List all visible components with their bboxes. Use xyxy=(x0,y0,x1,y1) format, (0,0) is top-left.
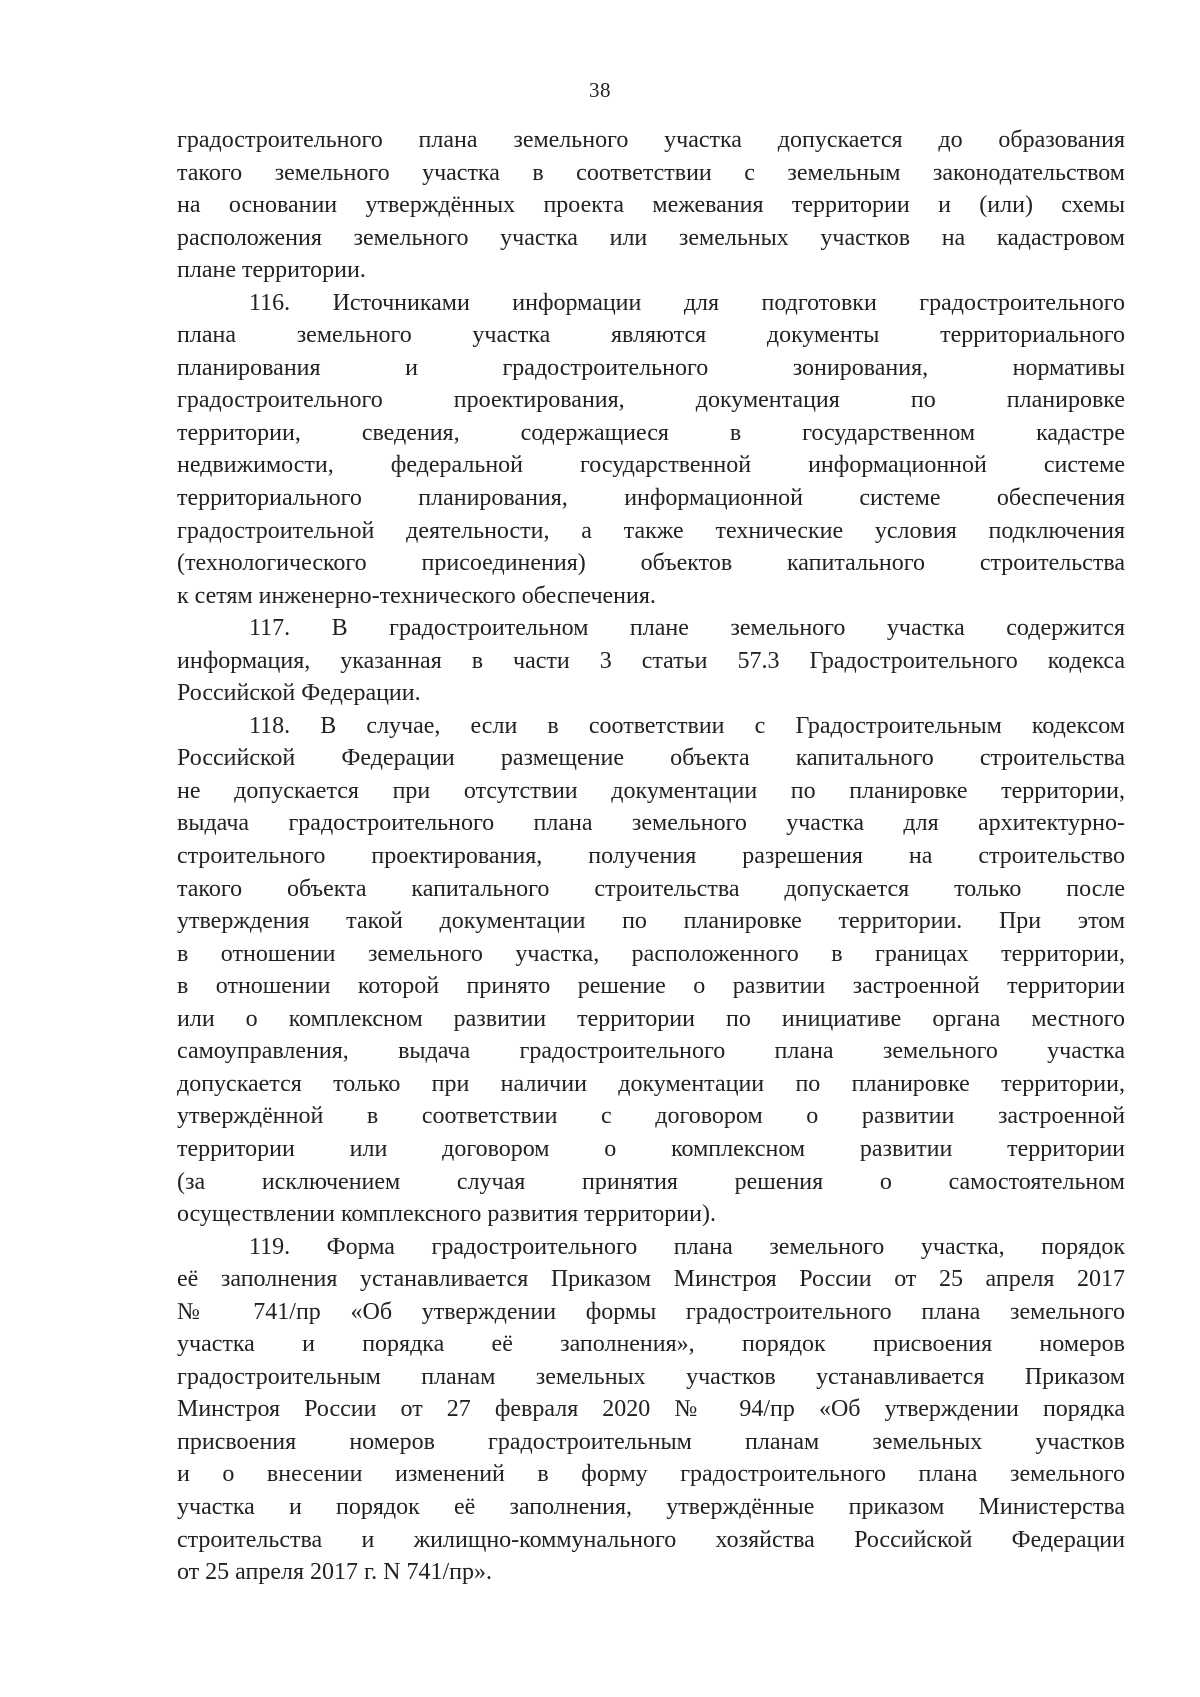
text-line: недвижимости, федеральной государственной информационной системе xyxy=(177,452,1125,479)
text-line: территории, сведения, содержащиеся в государственном кадастре xyxy=(177,419,1125,446)
text-line: Минстроя России от 27 февраля 2020 № 94/пр «Об утверждении порядка xyxy=(177,1396,1125,1423)
text-line: утверждённой в соответствии с договором о развитии застроенной xyxy=(177,1103,1125,1130)
text-line: осуществлении комплексного развития территории). xyxy=(177,1201,716,1228)
text-line: (за исключением случая принятия решения о самостоятельном xyxy=(177,1168,1125,1195)
text-line: выдача градостроительного плана земельного участка для архитектурно- xyxy=(177,810,1125,837)
text-line: допускается только при наличии документации по планировке территории, xyxy=(177,1070,1125,1097)
text-line: в отношении земельного участка, расположенного в границах территории, xyxy=(177,940,1125,967)
text-line: № 741/пр «Об утверждении формы градостроительного плана земельного xyxy=(177,1298,1125,1325)
text-line: градостроительным планам земельных участков устанавливается Приказом xyxy=(177,1363,1125,1390)
text-line: от 25 апреля 2017 г. N 741/пр». xyxy=(177,1559,492,1586)
text-line: в отношении которой принято решение о развитии застроенной территории xyxy=(177,973,1125,1000)
text-line: строительного проектирования, получения разрешения на строительство xyxy=(177,843,1125,870)
document-body xyxy=(177,124,1125,1589)
text-line: градостроительной деятельности, а также технические условия подключения xyxy=(177,517,1125,544)
text-line: (технологического присоединения) объектов капитального строительства xyxy=(177,550,1125,577)
text-line: такого земельного участка в соответствии с земельным законодательством xyxy=(177,159,1125,186)
text-line: присвоения номеров градостроительным планам земельных участков xyxy=(177,1428,1125,1455)
text-line: и о внесении изменений в форму градостроительного плана земельного xyxy=(177,1461,1125,1488)
text-line: на основании утверждённых проекта межевания территории и (или) схемы xyxy=(177,192,1125,219)
text-line: утверждения такой документации по планировке территории. При этом xyxy=(177,908,1125,935)
text-line: участка и порядок её заполнения, утверждённые приказом Министерства xyxy=(177,1493,1125,1520)
paragraph-117-line: 117. В градостроительном плане земельного участка содержится xyxy=(249,615,1125,642)
text-line: плане территории. xyxy=(177,257,366,284)
paragraph-116-line: 116. Источниками информации для подготовки градостроительного xyxy=(249,289,1125,316)
text-line: планирования и градостроительного зонирования, нормативы xyxy=(177,354,1125,381)
text-line: такого объекта капитального строительства допускается только после xyxy=(177,875,1125,902)
text-line: градостроительного проектирования, документация по планировке xyxy=(177,387,1125,414)
text-line: информация, указанная в части 3 статьи 57.3 Градостроительного кодекса xyxy=(177,647,1125,674)
text-line: территориального планирования, информационной системе обеспечения xyxy=(177,485,1125,512)
text-line: Российской Федерации. xyxy=(177,680,421,707)
text-line: территории или договором о комплексном развитии территории xyxy=(177,1135,1125,1162)
text-line: плана земельного участка являются документы территориального xyxy=(177,322,1125,349)
page-number: 38 xyxy=(589,78,611,102)
paragraph-119-line: 119. Форма градостроительного плана земельного участка, порядок xyxy=(249,1233,1125,1260)
text-line: Российской Федерации размещение объекта капитального строительства xyxy=(177,745,1125,772)
text-line: строительства и жилищно-коммунального хозяйства Российской Федерации xyxy=(177,1526,1125,1553)
text-line: расположения земельного участка или земельных участков на кадастровом xyxy=(177,224,1125,251)
text-line: к сетям инженерно-технического обеспечения. xyxy=(177,582,656,609)
text-line: самоуправления, выдача градостроительного плана земельного участка xyxy=(177,1038,1125,1065)
text-line: не допускается при отсутствии документации по планировке территории, xyxy=(177,777,1125,804)
text-line: или о комплексном развитии территории по инициативе органа местного xyxy=(177,1005,1125,1032)
text-line: её заполнения устанавливается Приказом Минстроя России от 25 апреля 2017 xyxy=(177,1266,1125,1293)
paragraph-118-line: 118. В случае, если в соответствии с Градостроительным кодексом xyxy=(249,712,1125,739)
text-line: участка и порядка её заполнения», порядок присвоения номеров xyxy=(177,1331,1125,1358)
text-line: градостроительного плана земельного участка допускается до образования xyxy=(177,127,1125,153)
